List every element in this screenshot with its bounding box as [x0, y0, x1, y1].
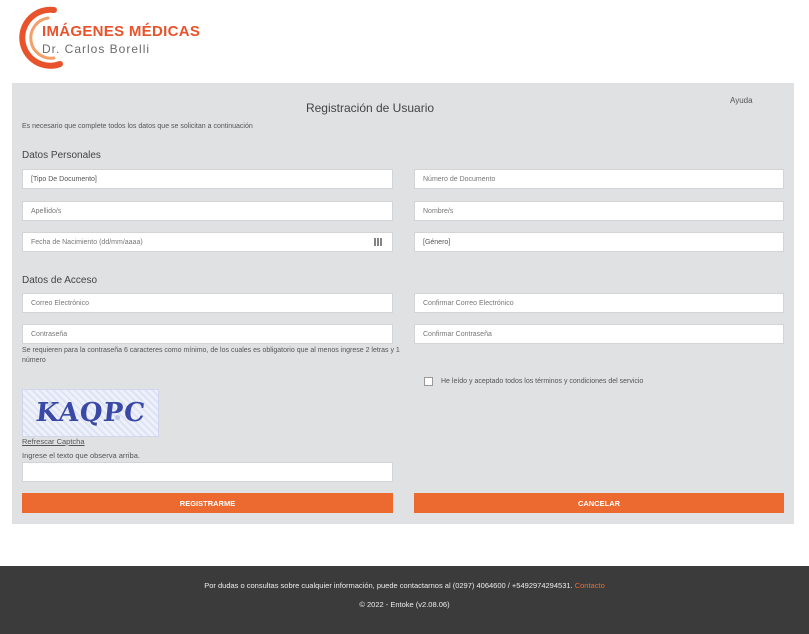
- form-intro: Es necesario que complete todos los datos que se solicitan a continuación: [22, 123, 253, 130]
- registration-panel: [12, 83, 794, 524]
- footer: [0, 566, 809, 634]
- footer-text: Por dudas o consultas sobre cualquier información, puede contactarnos al (0297) 4064600 / +5492974294531.: [204, 581, 573, 590]
- captcha-image: [22, 389, 159, 437]
- email-confirm-input[interactable]: Confirmar Correo Electrónico: [414, 293, 784, 313]
- document-type-select[interactable]: [Tipo De Documento]: [22, 169, 393, 189]
- footer-contact-line: [0, 581, 809, 590]
- logo-subtitle: Dr. Carlos Borelli: [42, 42, 151, 56]
- captcha-text: KAQPC: [34, 398, 147, 428]
- footer-copyright: © 2022 - Entoke (v2.08.06): [359, 600, 450, 609]
- password-confirm-input[interactable]: Confirmar Contraseña: [414, 324, 784, 344]
- form-title: Registración de Usuario: [305, 101, 435, 115]
- cancel-button[interactable]: CANCELAR: [414, 493, 784, 513]
- document-number-input[interactable]: Número de Documento: [414, 169, 784, 189]
- last-name-input[interactable]: Apellido/s: [22, 201, 393, 221]
- password-input[interactable]: Contraseña: [22, 324, 393, 344]
- terms-label: He leído y aceptado todos los términos y condiciones del servicio: [441, 378, 644, 385]
- password-hint: Se requieren para la contraseña 6 caracteres como mínimo, de los cuales es obligatorio que al menos ingrese 2 letras y 1 número: [22, 347, 400, 364]
- register-button[interactable]: REGISTRARME: [22, 493, 393, 513]
- terms-row[interactable]: [424, 377, 643, 386]
- logo-title: IMÁGENES MÉDICAS: [42, 23, 201, 40]
- access-data-heading: Datos de Acceso: [22, 275, 98, 286]
- personal-data-heading: Datos Personales: [22, 150, 101, 161]
- captcha-label: Ingrese el texto que observa arriba.: [22, 451, 140, 460]
- calendar-icon[interactable]: [374, 238, 382, 246]
- birth-date-input[interactable]: [22, 232, 393, 252]
- contact-link[interactable]: Contacto: [574, 581, 605, 590]
- first-name-input[interactable]: Nombre/s: [414, 201, 784, 221]
- terms-checkbox[interactable]: [424, 377, 433, 386]
- gender-select[interactable]: [Género]: [414, 232, 784, 252]
- help-link[interactable]: Ayuda: [730, 96, 753, 105]
- logo: [14, 6, 201, 70]
- refresh-captcha-link[interactable]: Refrescar Captcha: [22, 437, 85, 446]
- birth-date-placeholder: Fecha de Nacimiento (dd/mm/aaaa): [31, 238, 143, 246]
- captcha-input[interactable]: [22, 462, 393, 482]
- email-input[interactable]: Correo Electrónico: [22, 293, 393, 313]
